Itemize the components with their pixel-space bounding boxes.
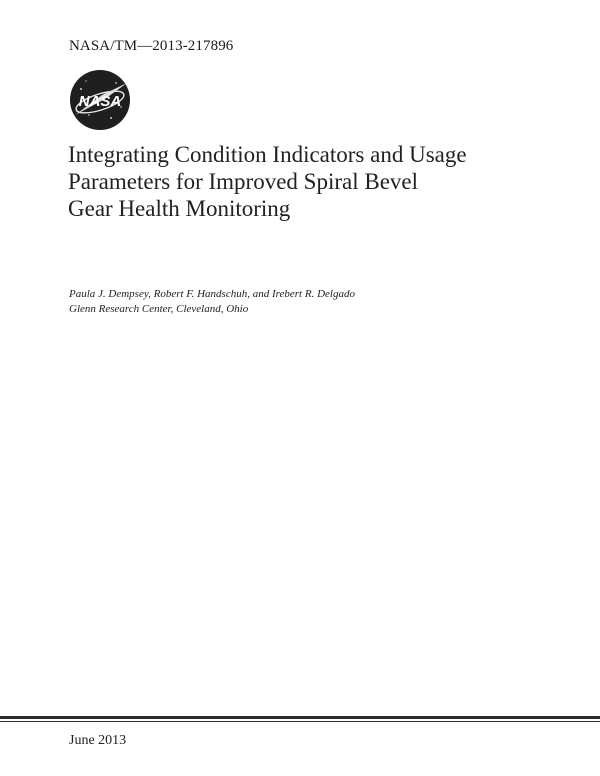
author-affiliation: Glenn Research Center, Cleveland, Ohio [69, 303, 249, 315]
publication-date: June 2013 [69, 733, 127, 748]
nasa-logo-text: NASA [78, 93, 122, 110]
title-line: Integrating Condition Indicators and Usage [68, 142, 467, 167]
footer-rule-thin [0, 721, 600, 722]
author-names: Paula J. Dempsey, Robert F. Handschuh, and Irebert R. Delgado [69, 288, 355, 300]
report-number: NASA/TM—2013-217896 [69, 38, 234, 54]
author-block [69, 287, 355, 317]
document-title [68, 141, 548, 222]
title-line: Parameters for Improved Spiral Bevel [68, 169, 418, 194]
title-line: Gear Health Monitoring [68, 196, 291, 221]
footer-rule-thick [0, 716, 600, 719]
nasa-logo-icon [69, 69, 131, 131]
